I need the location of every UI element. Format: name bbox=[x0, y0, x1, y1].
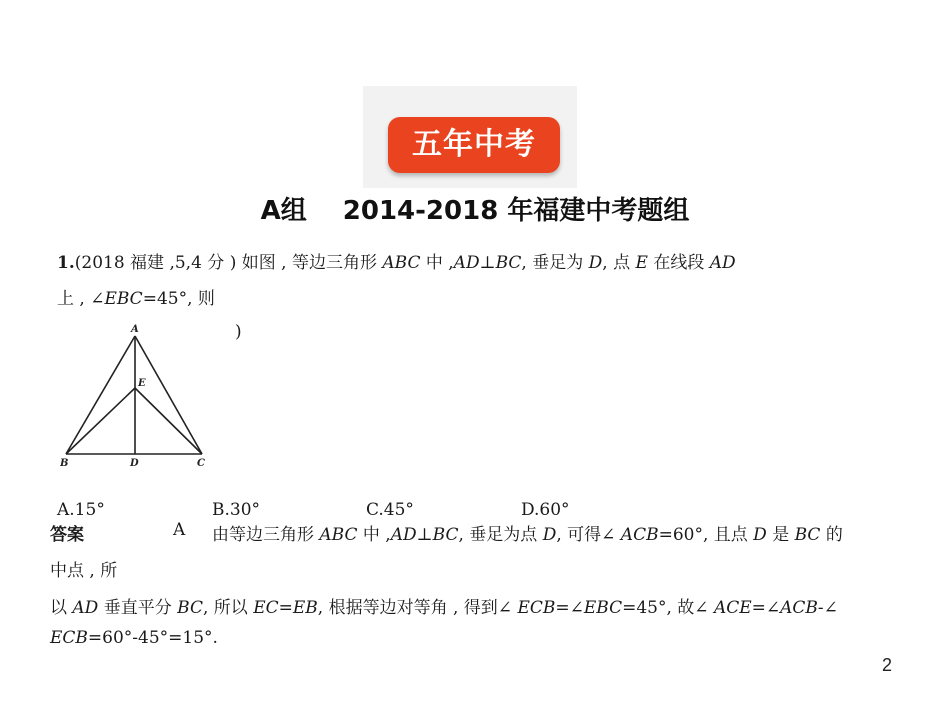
answer-line-4: ECB=60°-45°=15°. bbox=[50, 628, 218, 648]
question-number: 1. bbox=[57, 253, 75, 273]
group-title bbox=[0, 190, 950, 227]
answer-choice: A bbox=[173, 520, 186, 540]
segment-ce bbox=[135, 388, 202, 454]
section-badge: 五年中考 bbox=[388, 117, 560, 173]
option-d: D.60° bbox=[521, 500, 570, 520]
vertex-label-a: A bbox=[131, 324, 139, 335]
group-range: 2014-2018 年福建中考题组 bbox=[342, 196, 690, 226]
edge-ab bbox=[66, 336, 135, 454]
option-a: A.15° bbox=[57, 500, 105, 520]
edge-ac bbox=[135, 336, 202, 454]
answer-line-2: 中点 , 所 bbox=[50, 561, 118, 581]
triangle-diagram bbox=[60, 322, 206, 470]
answer-line-1: 由等边三角形 ABC 中 ,AD⊥BC, 垂足为点 D, 可得∠ ACB=60°, 且点 D 是 BC 的 bbox=[212, 525, 843, 545]
question-line-1: 1.(2018 福建 ,5,4 分 ) 如图 , 等边三角形 ABC 中 ,AD⊥BC, 垂足为 D, 点 E 在线段 AD bbox=[57, 253, 736, 273]
triangle-figure bbox=[60, 322, 206, 470]
group-label: A组 bbox=[260, 196, 307, 226]
vertex-label-c: C bbox=[197, 458, 205, 469]
question-paren-close: ) bbox=[235, 322, 242, 342]
question-line-2: 上 , ∠EBC=45°, 则 bbox=[57, 289, 215, 309]
answer-label: 答案 bbox=[50, 525, 84, 545]
option-c: C.45° bbox=[366, 500, 414, 520]
page-number: 2 bbox=[881, 655, 892, 675]
segment-be bbox=[66, 388, 135, 454]
vertex-label-e: E bbox=[138, 378, 146, 389]
option-b: B.30° bbox=[212, 500, 261, 520]
vertex-label-d: D bbox=[130, 458, 139, 469]
answer-line-3: 以 AD 垂直平分 BC, 所以 EC=EB, 根据等边对等角 , 得到∠ ECB=∠EBC=45°, 故∠ ACE=∠ACB-∠ bbox=[50, 598, 838, 618]
vertex-label-b: B bbox=[60, 458, 69, 469]
